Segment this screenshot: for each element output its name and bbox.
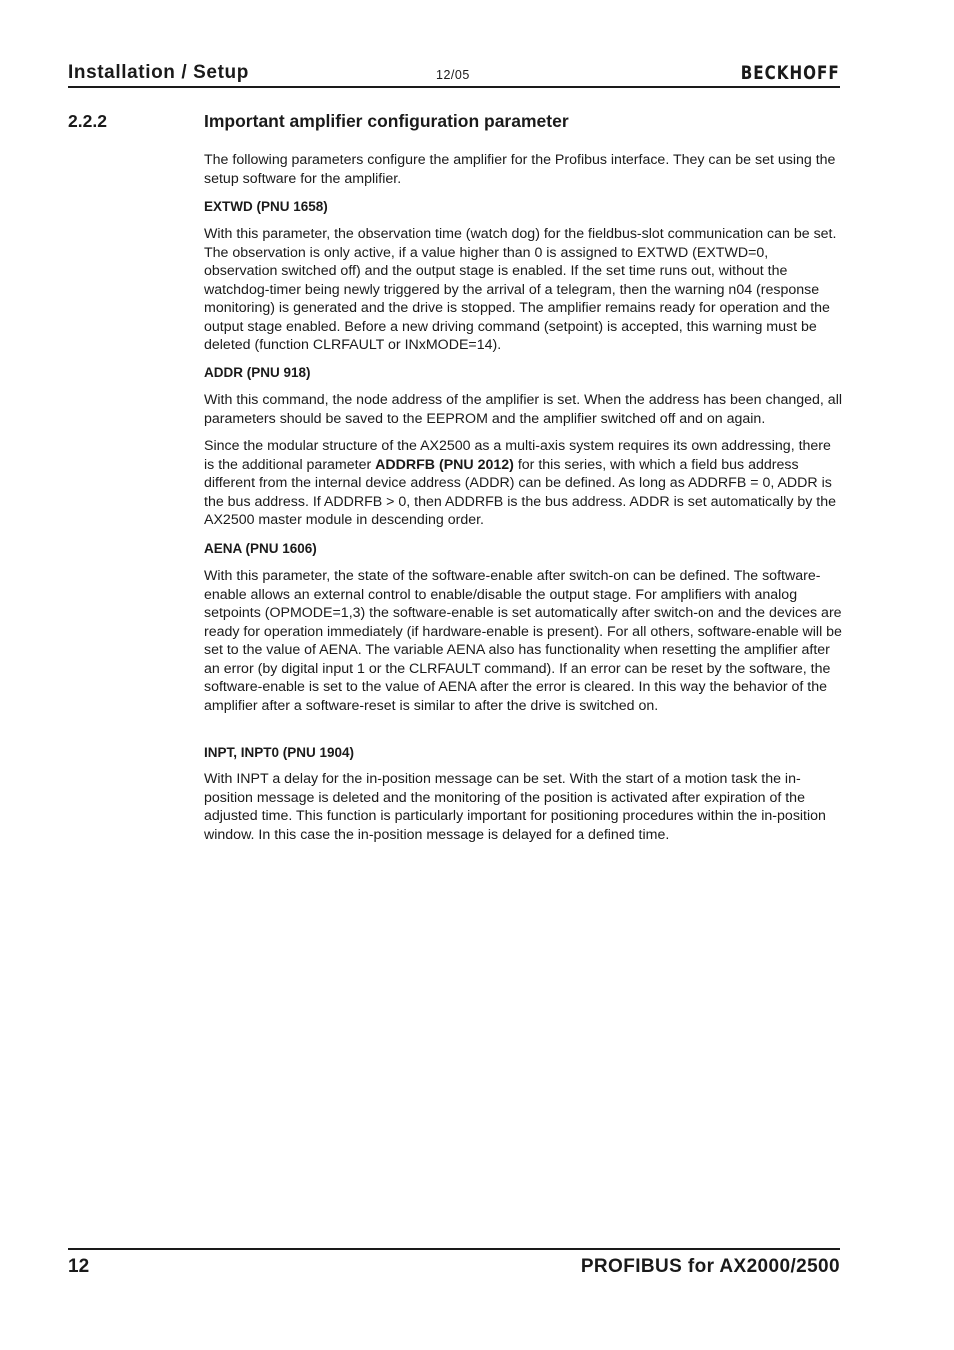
addr-heading: ADDR (PNU 918)	[204, 365, 311, 380]
inpt-heading: INPT, INPT0 (PNU 1904)	[204, 745, 355, 760]
header-title: Installation / Setup	[68, 62, 249, 83]
addr-paragraph: With this command, the node address of the amplifier is set. When the address has been changed, all parameters should be saved to the EEPROM and the amplifier switched off and on again.	[204, 392, 843, 427]
addrfb-text-start: Since the modular structure of the AX2500 as a multi-axis system requires its own addressing, there is the additional parameter	[204, 438, 831, 473]
extwd-heading: EXTWD (PNU 1658)	[204, 199, 328, 214]
inpt-paragraph: With INPT a delay for the in-position message can be set. With the start of a motion task the in-position message is deleted and the monitoring of the position is activated after expiration of the adjusted time. This function is particularly important for positioning procedures within the in-position window. In this case the in-position message is delayed for a defined time.	[204, 771, 826, 843]
section-title: Important amplifier configuration parameter	[204, 111, 569, 131]
addrfb-parameter: ADDRFB (PNU 2012)	[375, 456, 514, 473]
aena-paragraph: With this parameter, the state of the software-enable after switch-on can be defined. The software-enable allows an external control to enable/disable the output stage. For amplifiers with analog setpoints (OPMODE=1,3) the software-enable is set automatically after switch-on and the devices are ready for operation immediately (if hardware-enable is present). For all others, software-enable will be set to the value of AENA. The variable AENA also has functionality when resetting the amplifier after an error (by digital input 1 or the CLRFAULT command). If an error can be reset by the software, the software-enable is set to the value of AENA after the error is cleared. In this way the behavior of the amplifier after a software-reset is similar to after the drive is switched on.	[204, 568, 842, 714]
footer-page-number: 12	[68, 1256, 90, 1277]
header-date: 12/05	[436, 68, 470, 82]
aena-heading: AENA (PNU 1606)	[204, 541, 317, 556]
brand-logo: BECKHOFF	[740, 63, 840, 84]
addrfb-paragraph	[204, 437, 844, 530]
footer-divider	[68, 1248, 840, 1250]
addrfb-text-end: for this series, with which a field bus address different from the internal device address (ADDR) can be defined. As long as ADDRFB = 0, ADDR is the bus address. If ADDRFB > 0, then ADDRFB is the bus address. ADDR is set automatically by the AX2500 master module in descending order.	[204, 456, 837, 528]
footer-title: PROFIBUS for AX2000/2500	[580, 1256, 840, 1277]
intro-paragraph: The following parameters configure the amplifier for the Profibus interface. They can be set using the setup software for the amplifier.	[204, 152, 836, 187]
header-divider	[68, 86, 840, 88]
section-number: 2.2.2	[68, 111, 107, 131]
extwd-paragraph: With this parameter, the observation time (watch dog) for the fieldbus-slot communication can be set. The observation is only active, if a value higher than 0 is assigned to EXTWD (EXTWD=0, observation switched off) and the output stage is enabled. If the set time runs out, without the watchdog-timer being newly triggered by the arrival of a telegram, then the warning n04 (response monitoring) is generated and the drive is stopped. The amplifier remains ready for operation and the output stage enabled. Before a new driving command (setpoint) is accepted, this warning must be deleted (function CLRFAULT or INxMODE=14).	[204, 226, 837, 353]
